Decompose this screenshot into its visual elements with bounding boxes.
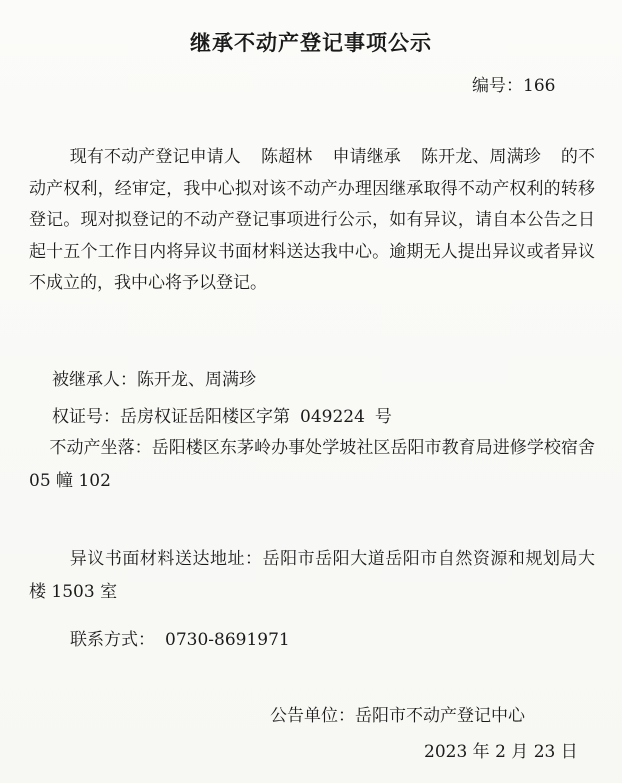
certificate-suffix: 号 — [374, 407, 392, 427]
certificate-number: 049224 — [300, 407, 365, 427]
decedent-value: 陈开龙、周满珍 — [137, 370, 256, 390]
notice-date: 2023 年 2 月 23 日 — [424, 742, 578, 762]
certificate-label: 权证号： — [52, 407, 120, 427]
serial-number — [472, 71, 555, 96]
body-part-3: 的不动产权利，经审定，我中心拟对该不动产办理因继承取得不动产权利的转移登记。现对拟登记的不动产登记事项进行公示，如有异议，请自本公告之日起十五个工作日内将异议书面材料送达我中心。逾期无人提出异议或者异议不成立的，我中心将予以登记。 — [29, 147, 596, 293]
serial-value: 166 — [523, 76, 556, 96]
notice-title: 继承不动产登记事项公示 — [190, 31, 432, 55]
objection-address-block — [29, 543, 595, 609]
contact-line — [70, 625, 290, 650]
decedent-line — [52, 365, 256, 390]
contact-label: 联系方式： — [70, 630, 155, 650]
issuer-label: 公告单位： — [270, 706, 355, 726]
issuer-value: 岳阳市不动产登记中心 — [355, 706, 525, 726]
decedents-inline: 陈开龙、周满珍 — [420, 147, 541, 167]
certificate-prefix: 岳房权证岳阳楼区字第 — [120, 407, 290, 427]
objection-address-value: 岳阳市岳阳大道岳阳市自然资源和规划局大楼 1503 室 — [29, 549, 596, 602]
objection-address-label: 异议书面材料送达地址： — [69, 549, 263, 569]
location-label: 不动产坐落： — [49, 438, 152, 458]
notice-body — [29, 142, 595, 300]
applicant-name: 陈超林 — [260, 147, 313, 167]
decedent-label: 被继承人： — [52, 370, 137, 390]
location-block — [29, 432, 595, 498]
certificate-line — [52, 402, 392, 427]
location-value: 岳阳楼区东茅岭办事处学坡社区岳阳市教育局进修学校宿舍 05 幢 102 — [29, 438, 595, 491]
body-part-2: 申请继承 — [332, 147, 401, 167]
serial-label: 编号： — [472, 76, 523, 96]
contact-value: 0730-8691971 — [165, 630, 290, 650]
issuer-line — [270, 701, 525, 726]
body-part-1: 现有不动产登记申请人 — [69, 147, 241, 167]
